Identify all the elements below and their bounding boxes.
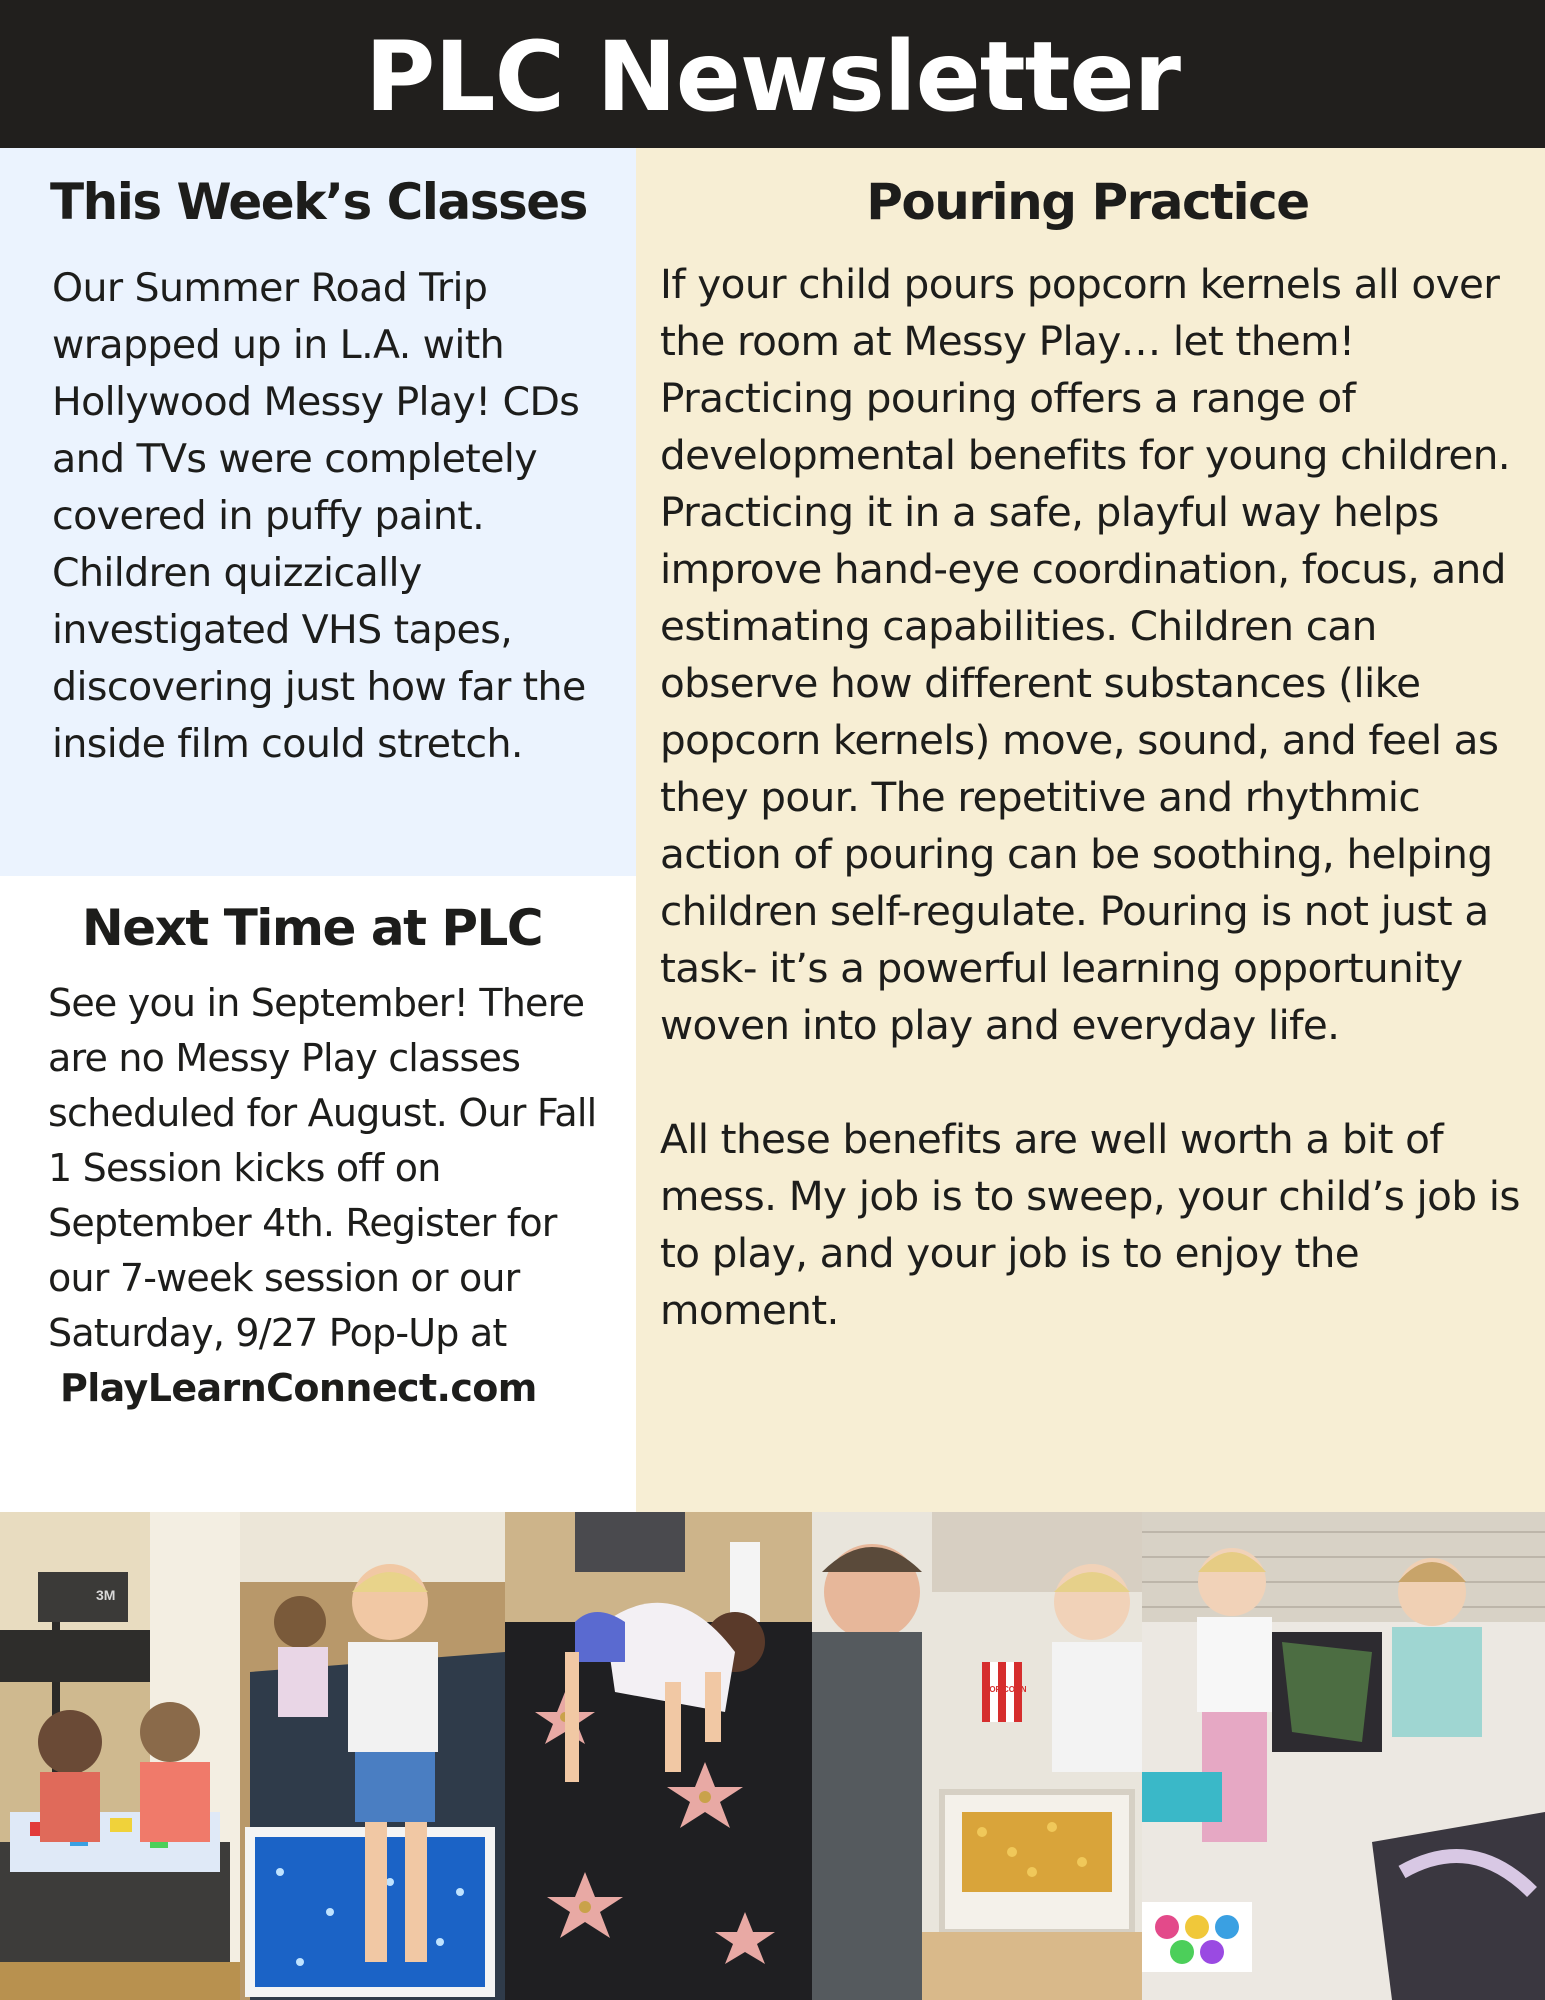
photo-popcorn-pouring: [812, 1512, 1142, 2000]
projector-brand-label: 3M: [96, 1587, 116, 1603]
this-weeks-classes-section: [0, 148, 636, 876]
popcorn-box-label: POP CORN: [984, 1685, 1027, 1694]
newsletter-header: [0, 0, 1545, 148]
photo-strip: [0, 1512, 1545, 2000]
pouring-practice-paragraph-2: All these benefits are well worth a bit of mess. My job is to sweep, your child’s job is to play, and your job is to enjoy the moment.: [660, 1114, 1520, 1334]
pouring-practice-title: Pouring Practice: [866, 173, 1309, 231]
pouring-practice-paragraph-1: If your child pours popcorn kernels all over the room at Messy Play… let them! Practicing pouring offers a range of developmental benefits for young children. Practicing it in a safe, playful way helps improve hand-eye coordination, focus, and estimating capabilities. Children can observe how different substances (like popcorn kernels) move, sound, and feel as they pour. The repetitive and rhythmic action of pouring can be soothing, helping children self-regulate. Pouring is not just a task- it’s a powerful learning opportunity woven into play and everyday life.: [660, 259, 1511, 1049]
this-weeks-classes-title: This Week’s Classes: [50, 173, 587, 231]
this-weeks-classes-text: Our Summer Road Trip wrapped up in L.A. with Hollywood Messy Play! CDs and TVs were completely covered in puffy paint. Children quizzically investigated VHS tapes, discovering just how far the inside film could stretch.: [52, 264, 586, 767]
website-link[interactable]: PlayLearnConnect.com: [60, 1365, 537, 1410]
photo-walk-of-fame-floor: [505, 1512, 812, 2000]
photo-toddler-water-table: [240, 1512, 505, 2000]
next-time-title: Next Time at PLC: [81, 899, 543, 957]
pouring-practice-section: [636, 148, 1545, 1512]
photo-painting-tv: [1142, 1512, 1545, 2000]
next-time-text: [48, 976, 626, 1416]
next-time-body: See you in September! There are no Messy Play classes scheduled for August. Our Fall 1 Session kicks off on September 4th. Register for our 7-week session or our Saturday, 9/27 Pop-Up at: [48, 980, 597, 1355]
next-time-section: [0, 876, 636, 1512]
newsletter-title: PLC Newsletter: [365, 21, 1180, 133]
photo-overhead-projector: [0, 1512, 240, 2000]
